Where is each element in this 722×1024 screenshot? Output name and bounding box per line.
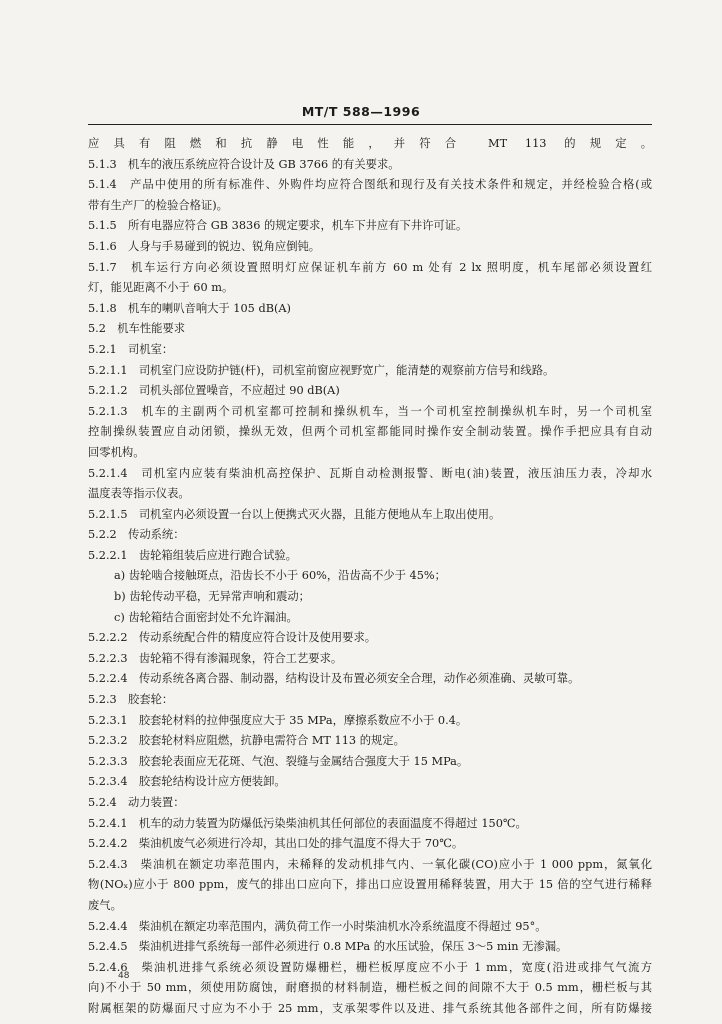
text-line: 5.2.2.3 齿轮箱不得有渗漏现象，符合工艺要求。 xyxy=(88,651,343,665)
text-line: 物(NOₓ)应小于 800 ppm，废气的排出口应向下，排出口应设置用稀释装置，用大于 15 倍的空气进行稀释 xyxy=(88,878,652,892)
text-line: 5.2.1.5 司机室内必须设置一台以上便携式灭火器，且能方便地从车上取出使用。 xyxy=(88,507,501,521)
text-line: 5.2.2.1 齿轮箱组装后应进行跑合试验。 xyxy=(88,548,297,562)
text-line: 5.2.3.2 胶套轮材料应阻燃，抗静电需符合 MT 113 的规定。 xyxy=(88,734,405,748)
text-line: 废气。 xyxy=(88,898,122,912)
list-item: c) 齿轮箱结合面密封处不允许漏油。 xyxy=(114,610,298,624)
document-body xyxy=(88,134,652,1020)
text-line: 附属框架的防爆面尺寸应为不小于 25 mm，支承架零件以及进、排气系统其他各部件之间，所有防爆接 xyxy=(88,1001,652,1015)
page-number: 48 xyxy=(118,971,130,981)
text-line: 5.2.4.1 机车的动力装置为防爆低污染柴油机其任何部位的表面温度不得超过 150℃。 xyxy=(88,816,527,830)
section-heading: 5.2.1 司机室： xyxy=(88,342,174,356)
section-heading: 5.2.3 胶套轮： xyxy=(88,693,174,707)
text-line: 5.2.2.4 传动系统各离合器、制动器，结构设计及布置必须安全合理，动作必须准确、灵敏可靠。 xyxy=(88,672,580,686)
text-line: 5.2.1.3 机车的主副两个司机室都可控制和操纵机车，当一个司机室控制操纵机车时，另一个司机室 xyxy=(88,404,652,418)
text-line: 5.2.2.2 传动系统配合件的精度应符合设计及使用要求。 xyxy=(88,631,377,645)
text-line: 向)不小于 50 mm，须使用防腐蚀，耐磨损的材料制造，栅栏板之间的间隙不大于 0.5 mm，栅栏板与其 xyxy=(88,981,652,995)
text-line: 5.2.1.4 司机室内应装有柴油机高控保护、瓦斯自动检测报警、断电(油)装置，液压油压力表，冷却水 xyxy=(88,466,652,480)
text-line: 5.2.1.2 司机头部位置噪音，不应超过 90 dB(A) xyxy=(88,384,340,398)
text-line: 5.2.4.3 柴油机在额定功率范围内，未稀释的发动机排气内、一氧化碳(CO)应小于 1 000 ppm，氮氧化 xyxy=(88,857,652,871)
text-line: 5.2.3.1 胶套轮材料的拉伸强度应大于 35 MPa，摩擦系数应不小于 0.4。 xyxy=(88,713,468,727)
text-line: 带有生产厂的检验合格证)。 xyxy=(88,198,228,212)
text-line: 灯，能见距离不小于 60 m。 xyxy=(88,281,234,295)
list-item: b) 齿轮传动平稳，无异常声响和震动； xyxy=(114,590,310,604)
section-heading: 5.2.4 动力装置： xyxy=(88,796,185,809)
text-line: 5.1.4 产品中使用的所有标准件、外购件均应符合图纸和现行及有关技术条件和规定，并经检验合格(或 xyxy=(88,178,652,192)
text-line: 5.2.3.3 胶套轮表面应无花斑、气泡、裂缝与金属结合强度大于 15 MPa。 xyxy=(88,754,469,768)
text-line: 5.1.5 所有电器应符合 GB 3836 的规定要求，机车下井应有下井许可证。 xyxy=(88,219,468,233)
text-line: 5.1.7 机车运行方向必须设置照明灯应保证机车前方 60 m 处有 2 lx 照明度，机车尾部必须设置红 xyxy=(88,260,652,274)
text-line: 应具有阻燃和抗静电性能，并符合 MT 113 的规定。 xyxy=(88,137,652,150)
standard-number-header: MT/T 588—1996 xyxy=(301,104,421,119)
text-line: 温度表等指示仪表。 xyxy=(88,487,190,501)
text-line: 控制操纵装置应自动闭锁，操纵无效，但两个司机室都能同时操作安全制动装置。操作手把应具有自动 xyxy=(88,425,652,439)
list-item: a) 齿轮啮合接触斑点，沿齿长不小于 60%，沿齿高不少于 45%； xyxy=(114,569,446,583)
text-line: 5.1.8 机车的喇叭音响大于 105 dB(A) xyxy=(88,301,291,315)
text-line: 5.2.4.6 柴油机进排气系统必须设置防爆栅栏，栅栏板厚度应不小于 1 mm，宽度(沿进或排气气流方 xyxy=(88,960,652,974)
text-line: 5.2.4.5 柴油机进排气系统每一部件必须进行 0.8 MPa 的水压试验，保压 3～5 min 无渗漏。 xyxy=(88,940,568,954)
section-heading: 5.2.2 传动系统： xyxy=(88,528,185,542)
text-line: 5.1.3 机车的液压系统应符合设计及 GB 3766 的有关要求。 xyxy=(88,157,400,171)
text-line: 5.2.1.1 司机室门应设防护链(杆)，司机室前窗应视野宽广，能清楚的观察前方信号和线路。 xyxy=(88,363,555,377)
header-divider xyxy=(88,124,652,125)
text-line: 5.1.6 人身与手易碰到的锐边、锐角应倒钝。 xyxy=(88,239,321,253)
text-line: 5.2.4.2 柴油机废气必须进行冷却，其出口处的排气温度不得大于 70℃。 xyxy=(88,837,464,851)
section-heading: 5.2 机车性能要求 xyxy=(88,322,186,336)
text-line: 5.2.4.4 柴油机在额定功率范围内，满负荷工作一小时柴油机水冷系统温度不得超过 95°。 xyxy=(88,919,547,933)
text-line: 回零机构。 xyxy=(88,445,145,459)
text-line: 5.2.3.4 胶套轮结构设计应方便装卸。 xyxy=(88,775,286,789)
